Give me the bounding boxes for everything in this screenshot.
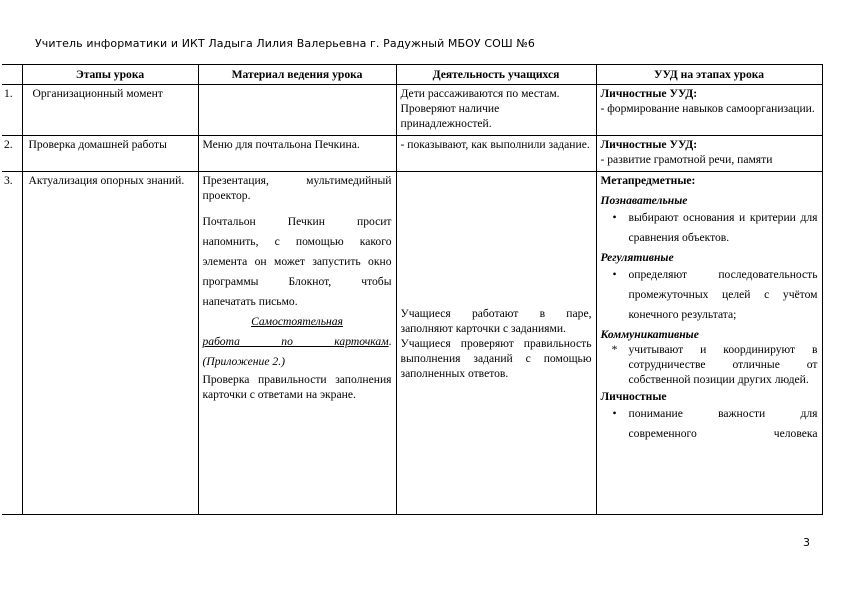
material-cell	[198, 85, 396, 136]
activity-cell: Дети рассаживаются по местам. Проверяют наличие принадлежностей.	[396, 85, 596, 136]
uud-list-item: • выбирают основания и критерии для сравнения объектов.	[601, 208, 818, 248]
star-bullet-icon: *	[611, 343, 618, 356]
bullet-icon: •	[612, 268, 617, 281]
uud-cell	[596, 85, 822, 136]
activity-cell	[396, 172, 596, 515]
uud-category-communicative: Коммуникативные	[600, 328, 699, 341]
activity-paragraph: Учащиеся работают в паре, заполняют карточки с заданиями.	[400, 306, 592, 335]
uud-title: Личностные УУД:	[600, 138, 698, 151]
activity-cell: - показывают, как выполнили задание.	[396, 136, 596, 172]
stage-cell: Организационный момент	[22, 85, 198, 136]
bullet-icon: •	[612, 407, 617, 420]
stage-cell: Актуализация опорных знаний.	[22, 172, 198, 515]
row-number: 2.	[2, 136, 22, 172]
header-uud: УУД на этапах урока	[596, 65, 822, 85]
material-paragraph: Проверка правильности заполнения карточки с ответами на экране.	[202, 373, 392, 401]
uud-cell	[596, 172, 822, 515]
table-row	[2, 85, 822, 136]
uud-text: - развитие грамотной речи, памяти	[600, 153, 773, 166]
material-cell: Меню для почтальона Печкина.	[198, 136, 396, 172]
header-activity: Деятельность учащихся	[396, 65, 596, 85]
row-number: 3.	[2, 172, 22, 515]
page-number: 3	[803, 536, 810, 549]
header-stage: Этапы урока	[22, 65, 198, 85]
header-num	[2, 65, 22, 85]
page-header: Учитель информатики и ИКТ Ладыга Лилия Валерьевна г. Радужный МБОУ СОШ №6	[35, 37, 535, 50]
uud-category-cognitive: Познавательные	[600, 194, 688, 207]
table-header-row	[2, 65, 822, 85]
row-number: 1.	[2, 85, 22, 136]
table-row	[2, 172, 822, 515]
activity-paragraph: Учащиеся проверяют правильность выполнения заданий с помощью заполненных ответов.	[400, 336, 592, 380]
uud-list-item: • определяют последовательность промежуточных целей с учётом конечного результата;	[601, 265, 818, 325]
material-task-subtitle: работа по карточкам	[202, 335, 389, 348]
material-cell: Презентация, мультимедийный проектор. Почтальон Печкин просит напомнить, с помощью какого элемента он может запустить окно программы Блокнот, чтобы напечатать письмо. Самостоятельная работа по карточкам. (Приложение 2.) Проверка правильности заполнения карточки с ответами на экране.	[198, 172, 396, 515]
material-task-title: Самостоятельная	[251, 315, 343, 328]
lesson-plan-table	[2, 64, 823, 515]
header-material: Материал ведения урока	[198, 65, 396, 85]
uud-text: - формирование навыков самоорганизации.	[600, 102, 815, 115]
uud-list-item: • понимание важности для современного человека	[601, 404, 818, 444]
uud-cell	[596, 136, 822, 172]
material-paragraph: Презентация, мультимедийный проектор.	[202, 174, 392, 202]
uud-title: Личностные УУД:	[600, 87, 698, 100]
material-paragraph: Почтальон Печкин просит напомнить, с помощью какого элемента он может запустить окно программы Блокнот, чтобы напечатать письмо.	[202, 215, 392, 308]
uud-category-regulatory: Регулятивные	[600, 251, 674, 264]
uud-category-personal: Личностные	[600, 390, 667, 403]
bullet-icon: •	[612, 211, 617, 224]
uud-list-item: * учитывают и координируют в сотрудничестве отличные от собственной позиции других людей.	[601, 342, 818, 387]
uud-title: Метапредметные:	[600, 174, 696, 187]
table-row	[2, 136, 822, 172]
material-appendix: (Приложение 2.)	[202, 355, 285, 368]
stage-cell: Проверка домашней работы	[22, 136, 198, 172]
